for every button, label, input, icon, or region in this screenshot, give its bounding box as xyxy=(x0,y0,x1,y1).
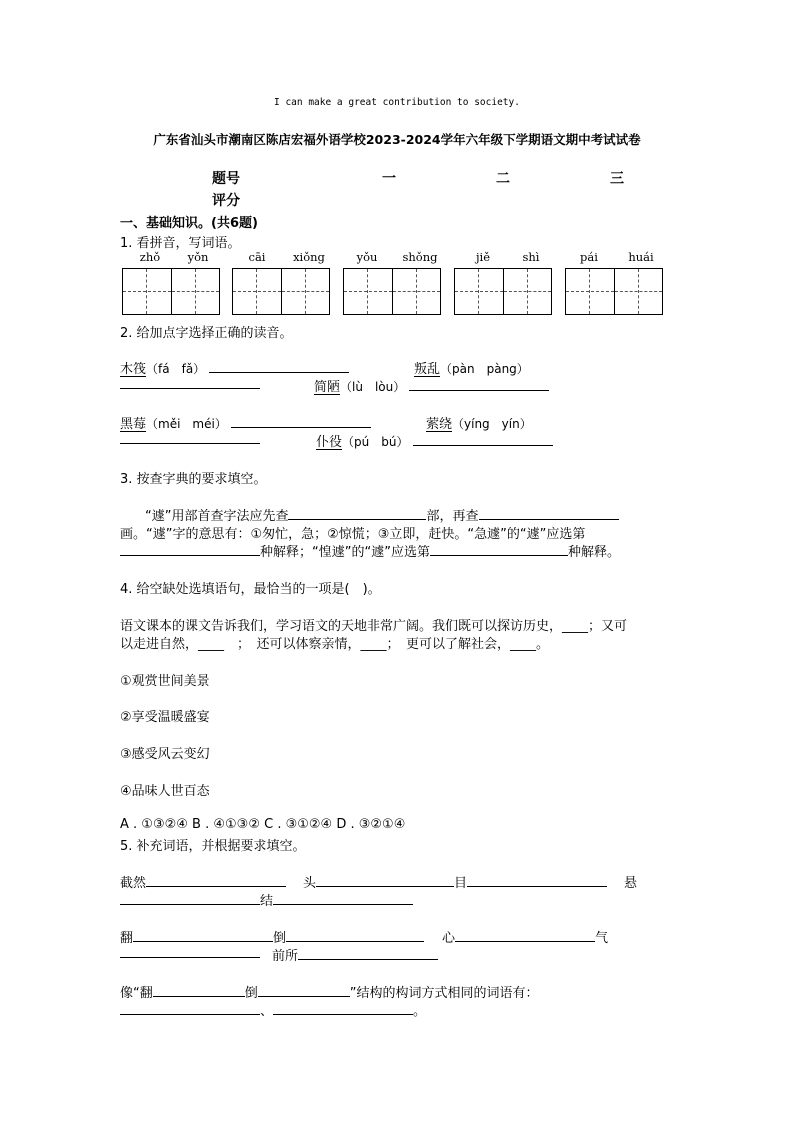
q3-text: 种解释；“惶遽”的“遽”应选第 xyxy=(260,545,430,560)
writing-cell[interactable] xyxy=(123,269,171,314)
q2-options: （pàn pàng） xyxy=(440,362,529,376)
q4-choices[interactable]: A . ①③②④ B . ④①③② C . ③①②④ D . ③②①④ xyxy=(120,817,406,832)
q3-line-2: 画。“遽”字的意思有：①匆忙，急；②惊慌；③立即，赶快。“急遽”的“遽”应选第 xyxy=(120,527,586,542)
q5-last-line xyxy=(120,982,539,1001)
answer-blank[interactable] xyxy=(298,947,438,960)
pinyin-label: pái xyxy=(580,250,598,264)
q5-row-2b xyxy=(272,945,438,964)
q5-word: 截然 xyxy=(120,876,147,891)
question-4-prompt: 4. 给空缺处选填语句，最恰当的一项是( )。 xyxy=(120,582,381,597)
answer-blank[interactable] xyxy=(209,360,349,373)
answer-blank[interactable] xyxy=(120,892,260,905)
answer-blank[interactable] xyxy=(120,945,260,958)
pinyin-label: shǒng xyxy=(402,250,438,264)
q2-word: 简陋 xyxy=(314,380,341,395)
answer-blank[interactable] xyxy=(120,1002,260,1015)
writing-cell[interactable] xyxy=(233,269,281,314)
q2-word: 仆役 xyxy=(316,435,343,450)
answer-blank[interactable] xyxy=(467,874,607,887)
q5-row-2 xyxy=(120,927,424,946)
q5-row-2b xyxy=(120,945,260,962)
writing-cell[interactable] xyxy=(566,269,614,314)
answer-blank[interactable] xyxy=(153,984,245,997)
writing-cell[interactable] xyxy=(503,269,551,314)
answer-blank[interactable] xyxy=(231,415,371,428)
q5-text: ”结构的构词方式相同的词语有： xyxy=(349,986,539,1001)
section-heading: 一、基础知识。(共6题) xyxy=(120,216,258,231)
q2-item xyxy=(426,413,532,432)
answer-blank[interactable] xyxy=(146,874,286,887)
score-table-col-1: 一 xyxy=(382,171,396,187)
q2-word: 萦绕 xyxy=(426,417,453,432)
q2-word: 木筏 xyxy=(120,362,147,377)
q4-option: ②享受温暖盛宴 xyxy=(120,710,210,725)
q5-word: 结 xyxy=(260,894,274,909)
page-motto: I can make a great contribution to society. xyxy=(274,97,520,108)
q2-word: 叛乱 xyxy=(414,362,441,377)
q4-option: ③感受风云变幻 xyxy=(120,747,210,762)
q3-text: “遽”用部首查字法应先查 xyxy=(145,509,289,524)
q5-word: 翻 xyxy=(120,931,134,946)
answer-blank[interactable] xyxy=(286,929,424,942)
writing-cell[interactable] xyxy=(281,269,329,314)
answer-blank[interactable] xyxy=(288,507,426,520)
q2-options: （měi méi） xyxy=(146,417,227,431)
q5-row-1 xyxy=(120,872,286,891)
q5-word: 目 xyxy=(454,876,468,891)
q2-item xyxy=(120,431,260,448)
answer-blank[interactable] xyxy=(120,431,260,444)
q5-row-1b xyxy=(120,890,413,909)
q2-item xyxy=(414,358,529,377)
q2-options: （pú bú） xyxy=(342,435,409,449)
q5-row-2 xyxy=(442,927,608,946)
answer-blank[interactable] xyxy=(316,874,454,887)
pinyin-label: cāi xyxy=(248,250,266,264)
answer-blank[interactable] xyxy=(258,984,350,997)
writing-cell[interactable] xyxy=(171,269,219,314)
q2-item xyxy=(120,358,349,377)
q2-item xyxy=(120,376,260,393)
pinyin-label: zhǒ xyxy=(139,250,161,264)
answer-blank[interactable] xyxy=(120,543,260,556)
q5-text: 倒 xyxy=(244,986,258,1001)
q5-word: 心 xyxy=(442,931,456,946)
writing-cell[interactable] xyxy=(392,269,440,314)
pinyin-label: jiě xyxy=(475,250,491,264)
question-3-prompt: 3. 按查字典的要求填空。 xyxy=(120,472,267,487)
answer-blank[interactable] xyxy=(120,376,260,389)
q3-text: 种解释。 xyxy=(567,545,620,560)
q2-item xyxy=(120,413,371,432)
q5-sep: 、 xyxy=(260,1004,274,1019)
exam-title: 广东省汕头市潮南区陈店宏福外语学校2023-2024学年六年级下学期语文期中考试试卷 xyxy=(153,132,641,147)
q2-options: （lù lòu） xyxy=(340,380,406,394)
q4-option: ①观赏世间美景 xyxy=(120,674,210,689)
q2-options: （yíng yín） xyxy=(452,417,532,431)
writing-grid-2[interactable] xyxy=(232,268,330,315)
q3-line-3 xyxy=(120,541,620,560)
q2-item xyxy=(316,431,553,450)
q4-option: ④品味人世百态 xyxy=(120,784,210,799)
q5-word: 前所 xyxy=(272,949,299,964)
answer-blank[interactable] xyxy=(273,892,413,905)
q2-item xyxy=(314,376,549,395)
q4-passage-line-1: 语文课本的课文告诉我们，学习语文的天地非常广阔。我们既可以探访历史，____；又可 xyxy=(120,619,628,634)
pinyin-label: xiǒng xyxy=(293,250,325,264)
q4-passage-line-2: 以走进自然，____ ； 还可以体察亲情，____； 更可以了解社会，____。 xyxy=(120,637,550,652)
q2-word: 黑莓 xyxy=(120,417,147,432)
answer-blank[interactable] xyxy=(455,929,595,942)
pinyin-label: shì xyxy=(522,250,540,264)
writing-cell[interactable] xyxy=(455,269,503,314)
pinyin-label: yǒn xyxy=(187,250,209,264)
answer-blank[interactable] xyxy=(413,433,553,446)
score-table-col-2: 二 xyxy=(496,171,510,187)
q5-row-1 xyxy=(303,872,607,891)
question-2-prompt: 2. 给加点字选择正确的读音。 xyxy=(120,326,293,341)
score-table-col-3: 三 xyxy=(610,171,624,187)
writing-grid-5[interactable] xyxy=(565,268,663,315)
q5-word: 头 xyxy=(303,876,317,891)
question-1-prompt: 1. 看拼音，写词语。 xyxy=(120,236,241,251)
pinyin-label: huái xyxy=(628,250,654,264)
q5-word: 气 xyxy=(595,931,609,946)
q5-end: 。 xyxy=(413,1004,427,1019)
q3-text: 部，再查 xyxy=(426,509,479,524)
q5-word: 悬 xyxy=(624,876,638,891)
q2-options: （fá fǎ） xyxy=(146,362,206,376)
pinyin-label: yǒu xyxy=(356,250,378,264)
writing-grid-1[interactable] xyxy=(122,268,220,315)
writing-cell[interactable] xyxy=(344,269,392,314)
answer-blank[interactable] xyxy=(409,378,549,391)
writing-cell[interactable] xyxy=(614,269,662,314)
writing-grid-3[interactable] xyxy=(343,268,441,315)
q5-text: 像“翻 xyxy=(120,986,153,1001)
answer-blank[interactable] xyxy=(133,929,273,942)
question-5-prompt: 5. 补充词语，并根据要求填空。 xyxy=(120,839,306,854)
answer-blank[interactable] xyxy=(273,1002,413,1015)
score-table-row-label-number: 题号 xyxy=(212,171,240,187)
q5-word: 倒 xyxy=(273,931,287,946)
q3-line-1 xyxy=(145,505,619,524)
q5-answer-line xyxy=(120,1000,426,1019)
answer-blank[interactable] xyxy=(479,507,619,520)
answer-blank[interactable] xyxy=(430,543,568,556)
writing-grid-4[interactable] xyxy=(454,268,552,315)
score-table-row-label-score: 评分 xyxy=(212,193,240,209)
